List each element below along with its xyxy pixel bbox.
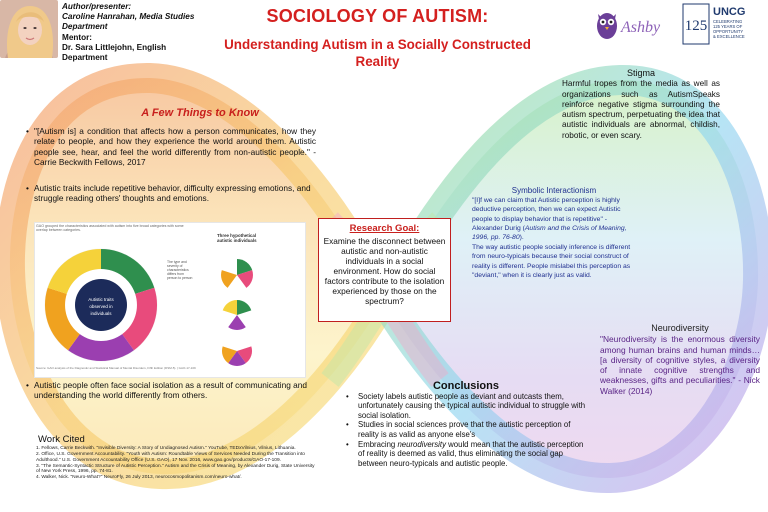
conclusions-heading: Conclusions (432, 380, 499, 392)
ashby-logo-text: Ashby (621, 19, 661, 36)
conclusion-bullet-1: • Society labels autistic people as deviant and outcasts them, unfortunately causing the typical autistic individual to struggle with social isolation. (346, 392, 586, 421)
bullet-text: • Autistic people often face social isolation as a result of communicating and understanding the world differently from others. (26, 380, 316, 401)
uncg-logo (681, 2, 765, 46)
figure-right-note-3: characteristics (167, 268, 189, 272)
figure-center-label: Autistic traits (88, 297, 114, 302)
neurodiversity-section (600, 323, 760, 396)
conclusion-bullet-2: • Studies in social sciences prove that the autistic perception of reality is as valid as anyone else's (346, 420, 586, 439)
presenter-label: Author/presenter: (62, 2, 132, 11)
uncg-tagline-3: OPPORTUNITY (713, 29, 744, 34)
poster-title: SOCIOLOGY OF AUTISM: (266, 6, 489, 26)
mentor-label: Mentor: (62, 32, 93, 42)
autism-traits-figure (34, 222, 306, 378)
figure-right-note-2: severity of (167, 264, 183, 268)
symbolic-quote-a: "[I]f we can claim that Autistic perception is highly deductive perception, then we can expect Autistic people to display behavior that is repetitive" - Alexander Durig ( (472, 197, 621, 232)
conclusion-b3-post: would mean that the autistic perception of reality is deemed as valid, thus eliminating the social gap between neuro-typicals and autistic people. (358, 439, 584, 468)
bullet-text: • "[Autism is] a condition that affects how a person communicates, how they relate to people, and how they experience the world around them. Autistic people see, hear, and feel the world differently from non-autistic people." - Carrie Beckwith Fellows, 2017 (26, 126, 316, 168)
owl-icon (597, 13, 617, 39)
uncg-tagline-4: & EXCELLENCE (713, 34, 745, 39)
stigma-section (562, 68, 720, 141)
conclusions-section (346, 382, 586, 468)
few-things-bullet-2 (26, 183, 316, 204)
presenter-name: Caroline Hanrahan, Media Studies Department (62, 12, 195, 32)
stigma-heading: Stigma (626, 68, 655, 78)
uncg-name: UNCG (713, 6, 746, 18)
neurodiversity-text: "Neurodiversity is the enormous diversity among human brains and human minds…[a diversity of cognitive styles, a diversity of innate cognitive strengths and weaknesses, gifts and peculiarities." - Nick Walker (2014) (600, 334, 760, 396)
reference-item: 3. "The Semantic-Syntactic Structure of Autistic Perception." Autism and the Crisis of Meaning, by Alexander Durig, State University of New York Press, 1996, pp. 74-81. (36, 463, 315, 475)
few-things-heading: A Few Things to Know (141, 107, 259, 119)
research-goal-text: Examine the disconnect between autistic and non-autistic individuals in a social environment. How do social factors contribute to the isolation experienced by those on the spectrum? (323, 236, 446, 306)
ashby-logo (593, 2, 677, 48)
conclusion-b3-pre: Embracing (358, 439, 398, 449)
mentor-name: Dr. Sara Littlejohn, English Department (62, 42, 167, 63)
uncg-years: 125 (684, 18, 708, 34)
work-cited-list (36, 446, 316, 481)
figure-center-label-2: observed in (89, 304, 113, 309)
figure-right-note: The type and (167, 260, 187, 264)
author-photo (0, 0, 58, 58)
symbolic-quote-source: Autism and the Crisis of Meaning, 1996, pp. 76-80 (472, 224, 627, 242)
symbolic-interactionism-section (472, 186, 636, 281)
few-things-bullet-3 (26, 380, 316, 401)
reference-item: 2. Office, U.S. Government Accountability. "Youth with Autism: Roundtable Views of Services Needed During the Transition into Adulthood." U.S. Government Accountability Office (U.S. GAO), 17 Nov. 2016, www.gao.gov/products/GAO-17-109. (36, 451, 305, 463)
bullet-text: • Autistic traits include repetitive behavior, difficulty expressing emotions, and struggle reading others' thoughts and emotions. (26, 183, 316, 204)
symbolic-quote (472, 196, 636, 242)
research-goal-heading: Research Goal: (349, 223, 420, 234)
author-block (62, 2, 212, 63)
neurodiversity-heading: Neurodiversity (651, 323, 709, 333)
figure-center-label-3: individuals (90, 311, 112, 316)
symbolic-quote-b: ). (519, 234, 524, 242)
author-avatar-icon (0, 0, 58, 58)
individual-2 (223, 300, 252, 330)
few-things-bullet-1 (26, 126, 316, 168)
figure-right-title-2: autistic individuals (217, 238, 257, 243)
figure-right-note-5: person to person (167, 276, 193, 280)
stigma-text: Harmful tropes from the media as well as organizations such as AutismSpeaks reinforce negative stigma surrounding the autism spectrum, perpetuating the idea that autistic individuals are abnormal, childish, robotic, or even scary. (562, 79, 720, 140)
reference-item: 4. Walker, Nick. "Neuro-What?" NeuroFly, 26 July 2013, neurocosmopolitanism.com/neuro-what/. (36, 475, 242, 481)
figure-caption: GAO grouped the characteristics associated with autism into five broad categories with some overlap between categories. (36, 224, 184, 233)
uncg-tagline-1: CELEBRATING (713, 19, 743, 24)
conclusion-b3-em: neurodiversity (397, 439, 446, 449)
research-goal-box (318, 218, 451, 322)
figure-right-note-4: differs from (167, 272, 184, 276)
symbolic-heading: Symbolic Interactionism (511, 186, 597, 195)
reference-item: 1. Fellows, Carrie Beckwith. "Invisible Diversity: A Story of Undiagnosed Autism." YouTube, TEDxVilnius, Vilnius, Lithuania. (36, 446, 296, 451)
poster-subtitle: Understanding Autism in a Socially Constructed Reality (224, 37, 531, 69)
individual-3 (222, 346, 252, 366)
figure-source: Source: GAO analysis of the Diagnostic and Statistical Manual of Mental Disorders, Fifth Edition (DSM-5). | GAO-17-109 (36, 366, 196, 370)
conclusion-bullet-3 (346, 440, 586, 469)
uncg-tagline-2: 125 YEARS OF (713, 24, 743, 29)
symbolic-text: The way autistic people socially inference is different from neuro-typicals because their social construct of reality is different. People mislabel this perception as "deviant," when it is clearly just as valid. (472, 244, 631, 279)
work-cited-heading: Work Cited (38, 434, 85, 445)
figure-right-title: Three hypothetical (217, 233, 257, 238)
individual-1 (221, 259, 253, 288)
traits-diagram (35, 223, 305, 377)
